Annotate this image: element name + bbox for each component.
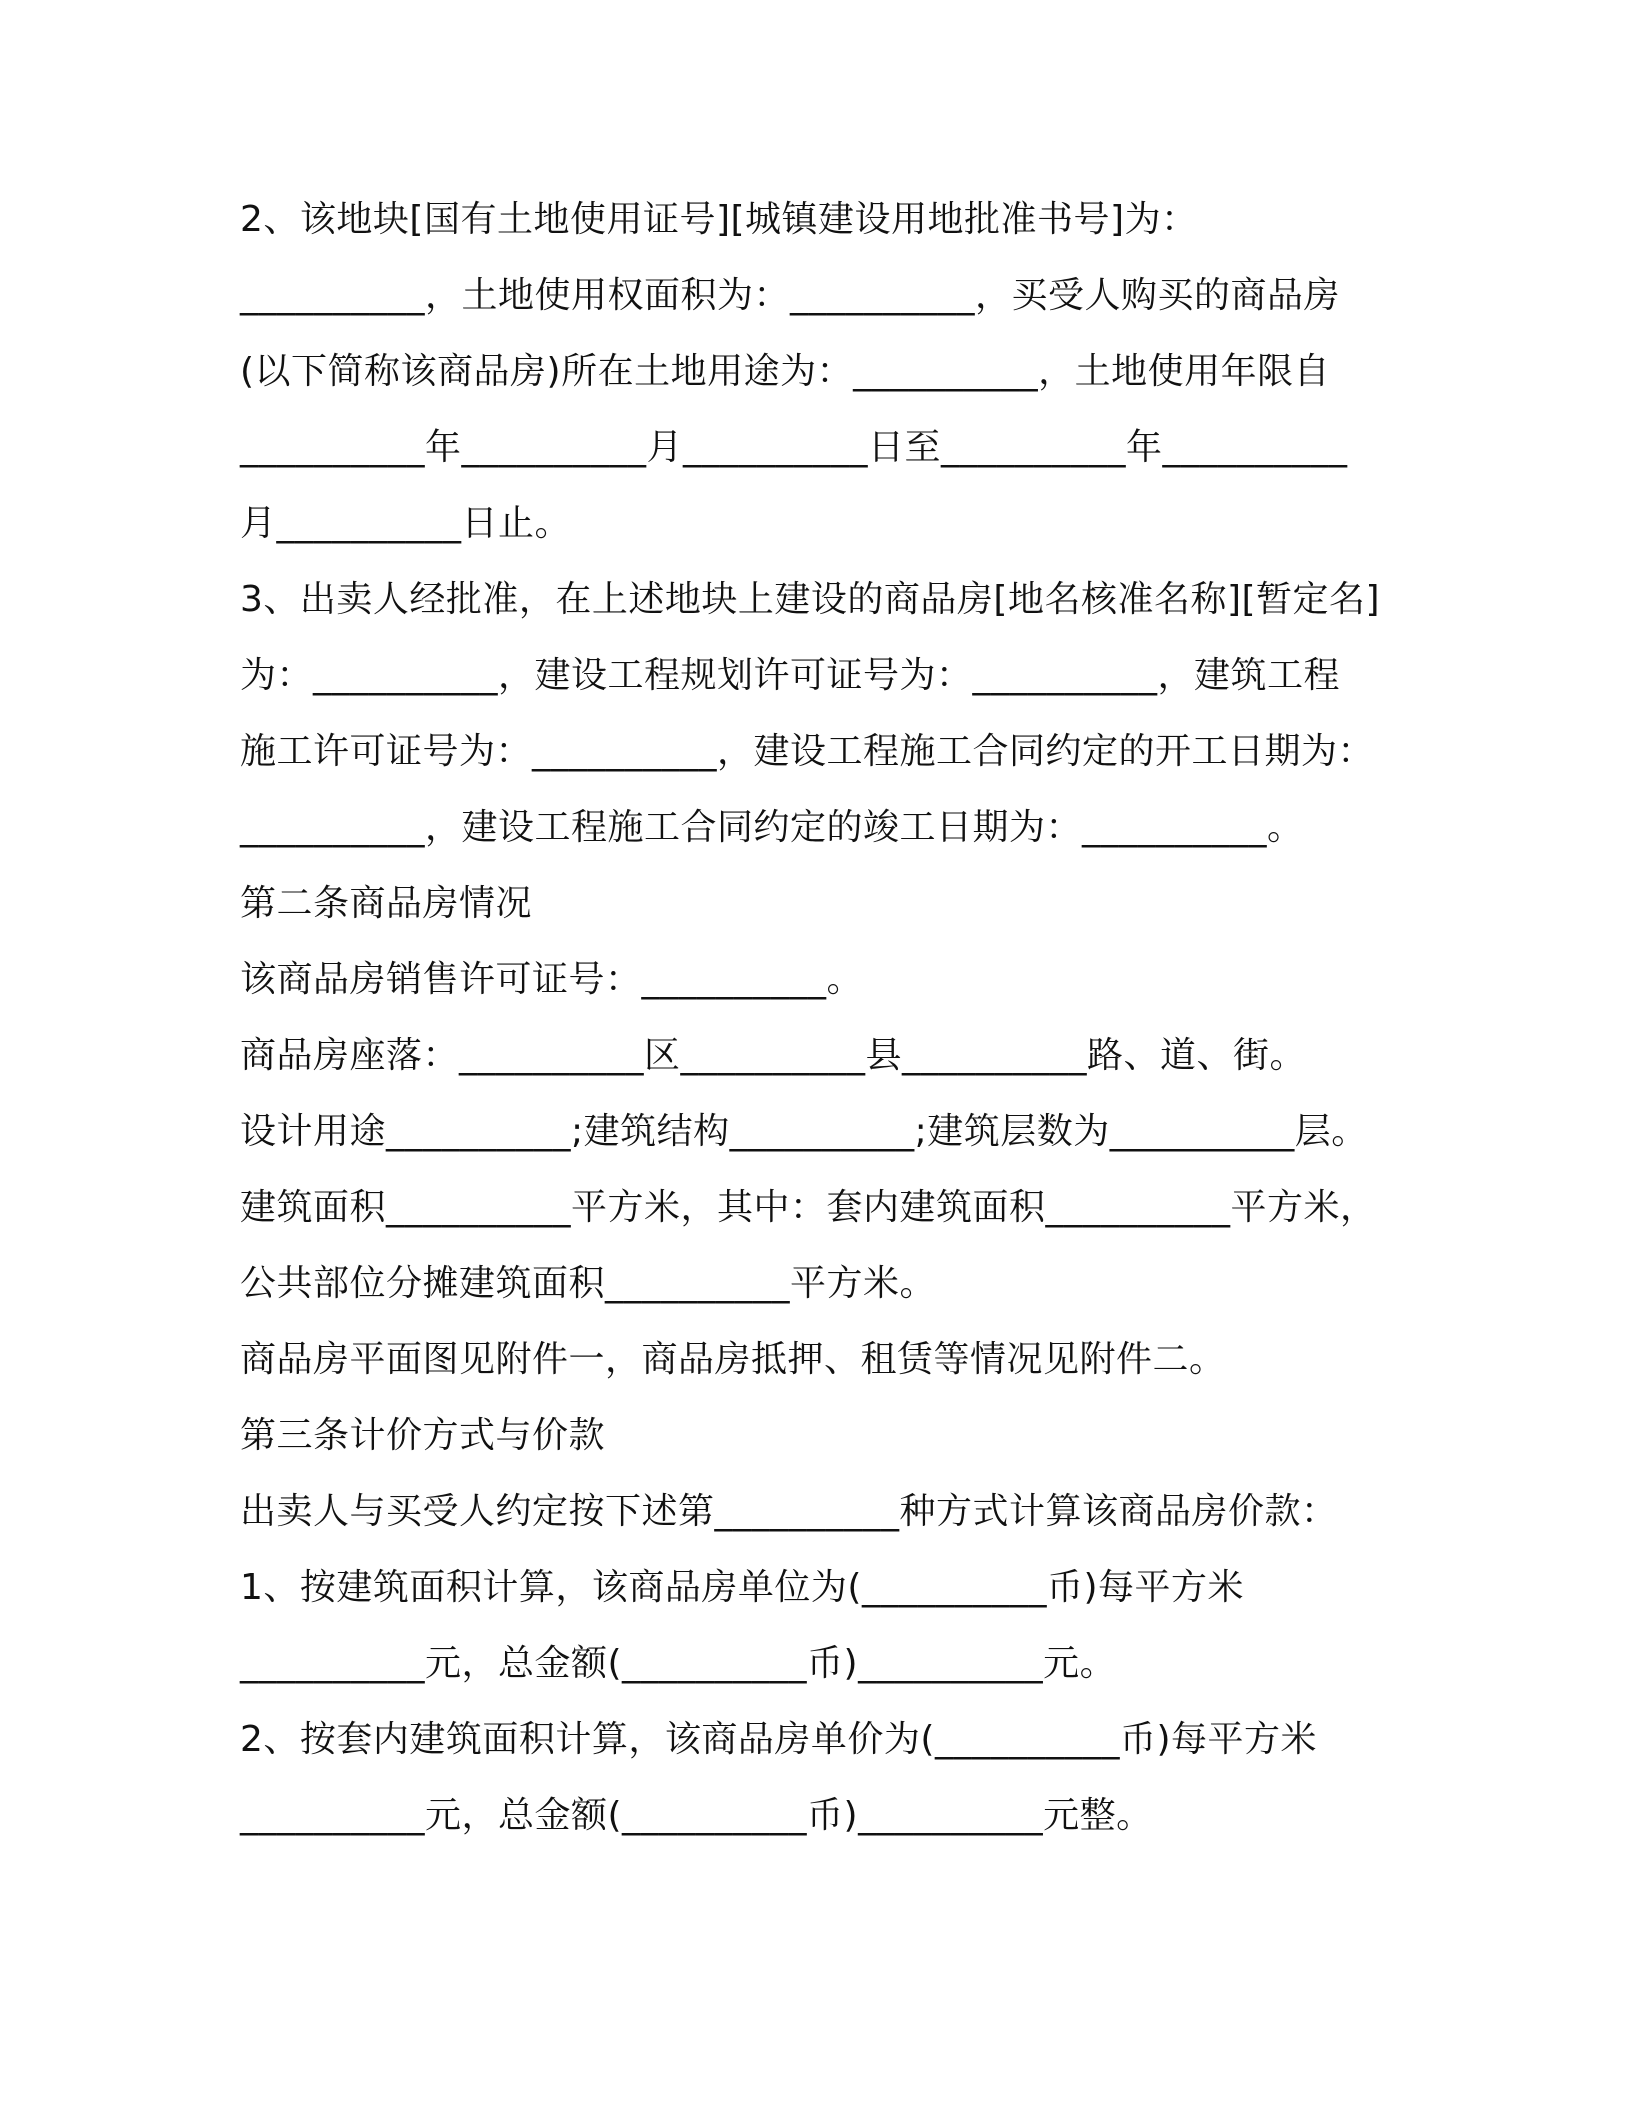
clause-land-certificate: 2、该地块[国有土地使用证号][城镇建设用地批准书号]为： bbox=[240, 199, 1198, 240]
land-use-line: (以下简称该商品房)所在土地用途为：__________，土地使用年限自 bbox=[240, 351, 1331, 392]
land-area-line: __________，土地使用权面积为：__________，买受人购买的商品房 bbox=[240, 275, 1341, 316]
article-two-heading: 第二条商品房情况 bbox=[240, 883, 533, 924]
method-one-total-line: __________元，总金额(__________币)__________元。 bbox=[240, 1643, 1117, 1684]
land-term-start-line: __________年__________月__________日至__________年__________ bbox=[240, 427, 1348, 468]
design-use-line: 设计用途__________;建筑结构__________;建筑层数为__________层。 bbox=[240, 1111, 1368, 1152]
building-area-line: 建筑面积__________平方米，其中：套内建筑面积__________平方米， bbox=[240, 1187, 1377, 1228]
method-one-line: 1、按建筑面积计算，该商品房单位为(__________币)每平方米 bbox=[240, 1567, 1244, 1608]
method-two-line: 2、按套内建筑面积计算，该商品房单价为(__________币)每平方米 bbox=[240, 1719, 1317, 1760]
attachments-line: 商品房平面图见附件一，商品房抵押、租赁等情况见附件二。 bbox=[240, 1339, 1226, 1380]
pricing-method-line: 出卖人与买受人约定按下述第__________种方式计算该商品房价款： bbox=[240, 1491, 1338, 1532]
land-term-end-line: 月__________日止。 bbox=[240, 503, 572, 544]
construction-permit-line: 施工许可证号为：__________，建设工程施工合同约定的开工日期为： bbox=[240, 731, 1375, 772]
clause-approval: 3、出卖人经批准，在上述地块上建设的商品房[地名核准名称][暂定名] bbox=[240, 579, 1381, 620]
sales-permit-line: 该商品房销售许可证号：__________。 bbox=[240, 959, 864, 1000]
location-line: 商品房座落：__________区__________县__________路、道、街。 bbox=[240, 1035, 1307, 1076]
shared-area-line: 公共部位分摊建筑面积__________平方米。 bbox=[240, 1263, 937, 1304]
method-two-total-line: __________元，总金额(__________币)__________元整。 bbox=[240, 1795, 1153, 1836]
article-three-heading: 第三条计价方式与价款 bbox=[240, 1415, 606, 1456]
planning-permit-line: 为：__________，建设工程规划许可证号为：__________，建筑工程 bbox=[240, 655, 1341, 696]
completion-date-line: __________，建设工程施工合同约定的竣工日期为：__________。 bbox=[240, 807, 1304, 848]
